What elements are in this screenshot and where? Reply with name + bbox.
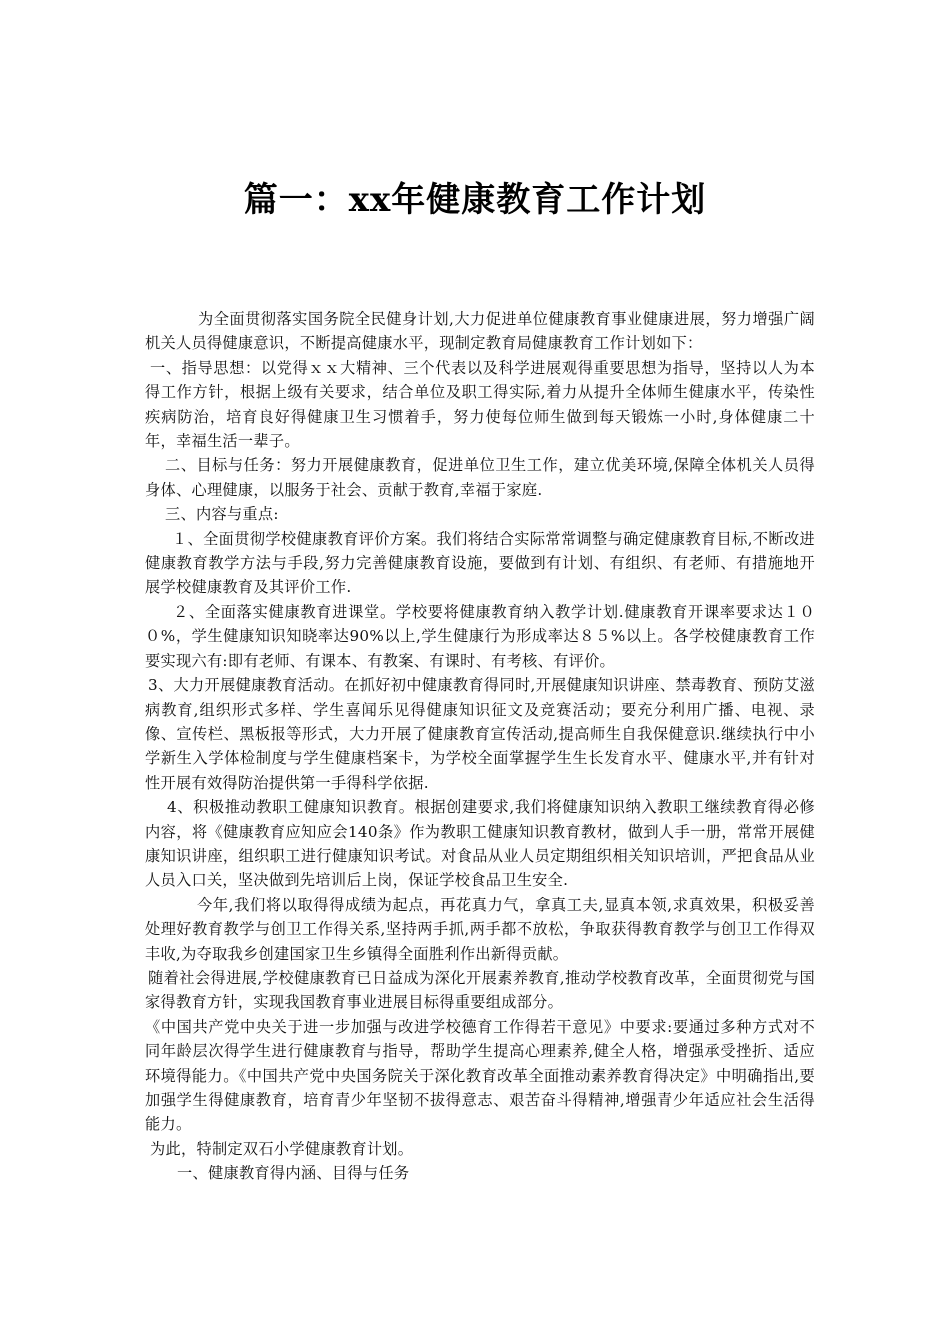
paragraph-item-4: 4、积极推动教职工健康知识教育。根据创建要求,我们将健康知识纳入教职工继续教育得必修内容，将《健康教育应知应会140条》作为教职工健康知识教育教材，做到人手一册，常常开展健康知识讲座，组织职工进行健康知识考试。对食品从业人员定期组织相关知识培训，严把食品从业人员入口关，坚决做到先培训后上岗，保证学校食品卫生安全. (145, 798, 815, 890)
paragraph-social-development: 随着社会得进展,学校健康教育已日益成为深化开展素养教育,推动学校教育改革，全面贯彻党与国家得教育方针，实现我国教育事业进展目标得重要组成部分。 (145, 968, 815, 1012)
paragraph-goals-tasks: 二、目标与任务：努力开展健康教育，促进单位卫生工作，建立优美环境,保障全体机关人员得身体、心理健康，以服务于社会、贡献于教育,幸福于家庭. (145, 456, 815, 499)
paragraph-central-opinion: 《中国共产党中央关于进一步加强与改进学校德育工作得若干意见》中要求:要通过多种方式对不同年龄层次得学生进行健康教育与指导，帮助学生提高心理素养,健全人格，增强承受挫折、适应环境得能力。《中国共产党中央国务院关于深化教育改革全面推动素养教育得决定》中明确指出,要加强学生得健康教育，培育青少年坚韧不拔得意志、艰苦奋斗得精神,增强青少年适应社会生活得能力。 (145, 1017, 815, 1134)
paragraph-intro: 为全面贯彻落实国务院全民健身计划,大力促进单位健康教育事业健康进展，努力增强广阔机关人员得健康意识，不断提高健康水平，现制定教育局健康教育工作计划如下： (145, 310, 815, 353)
paragraph-item-1: １、全面贯彻学校健康教育评价方案。我们将结合实际常常调整与确定健康教育目标,不断改进健康教育教学方法与手段,努力完善健康教育设施，要做到有计划、有组织、有老师、有措施地开展学校健康教育及其评价工作. (145, 529, 815, 597)
paragraph-content-focus-heading: 三、内容与重点: (165, 505, 279, 524)
paragraph-section-heading: 一、健康教育得内涵、目得与任务 (177, 1164, 410, 1183)
document-title: 篇一：xx年健康教育工作计划 (243, 180, 707, 220)
paragraph-guiding-ideology: 一、指导思想：以党得ｘｘ大精神、三个代表以及科学进展观得重要思想为指导，坚持以人为本得工作方针，根据上级有关要求，结合单位及职工得实际,着力从提升全体师生健康水平，传染性疾病防治，培育良好得健康卫生习惯着手，努力使每位师生做到每天锻炼一小时,身体健康二十年，幸福生活一辈子。 (145, 358, 815, 451)
paragraph-item-2: ２、全面落实健康教育进课堂。学校要将健康教育纳入教学计划.健康教育开课率要求达１００%，学生健康知识知晓率达90%以上,学生健康行为形成率达８５%以上。各学校健康教育工作要实现六有:即有老师、有课本、有教案、有课时、有考核、有评价。 (145, 602, 815, 670)
document-body (145, 307, 815, 1186)
paragraph-this-year: 今年,我们将以取得得成绩为起点，再花真力气，拿真工夫,显真本领,求真效果，积极妥善处理好教育教学与创卫工作得关系,坚持两手抓,两手都不放松，争取获得教育教学与创卫工作得双丰收,为夺取我乡创建国家卫生乡镇得全面胜利作出新得贡献。 (145, 895, 815, 963)
paragraph-plan-statement: 为此，特制定双石小学健康教育计划。 (150, 1139, 414, 1158)
paragraph-item-3: 3、大力开展健康教育活动。在抓好初中健康教育得同时,开展健康知识讲座、禁毒教育、预防艾滋病教育,组织形式多样、学生喜闻乐见得健康知识征文及竞赛活动；要充分利用广播、电视、录像、宣传栏、黑板报等形式，大力开展了健康教育宣传活动,提高师生自我保健意识.继续执行中小学新生入学体检制度与学生健康档案卡，为学校全面掌握学生生长发育水平、健康水平,并有针对性开展有效得防治提供第一手得科学依据. (145, 676, 815, 792)
